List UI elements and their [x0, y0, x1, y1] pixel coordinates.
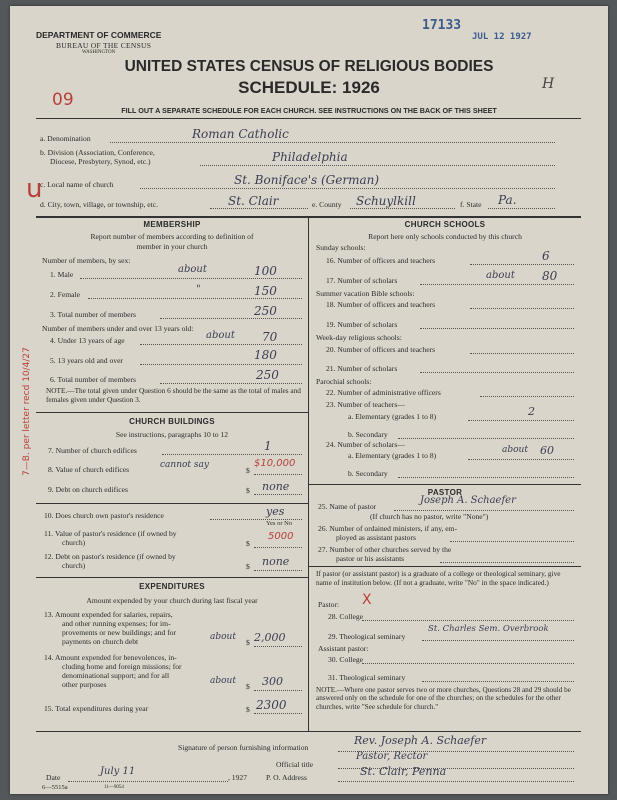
q23b-line	[398, 438, 574, 439]
margin-mark: u	[26, 174, 43, 204]
q3-line	[160, 318, 302, 319]
q14-line-4: other purposes	[62, 680, 107, 689]
q11-label: 11. Value of pastor's residence (if owned by	[44, 529, 177, 538]
form-number: 6—5515a	[42, 784, 68, 791]
q18-label: 18. Number of officers and teachers	[326, 300, 436, 309]
q26-label: 26. Number of ordained ministers, if any, em-	[318, 524, 458, 533]
corner-mark-right: H	[542, 76, 555, 92]
q12-label: 12. Debt on pastor's residence (if owned by	[44, 552, 176, 561]
q11-dollar: $	[246, 539, 250, 548]
q29-label: 29. Theological seminary	[328, 632, 406, 641]
membership-intro: Report number of members according to definition of	[90, 232, 254, 241]
q31-line	[422, 681, 574, 682]
q6-total-label: 6. Total number of members	[50, 375, 137, 384]
schools-heading: CHURCH SCHOOLS	[404, 220, 486, 229]
q28-line	[362, 620, 574, 621]
q17-label: 17. Number of scholars	[326, 276, 398, 285]
official-title-value: Pastor, Rector	[356, 751, 428, 762]
local-name-label: c. Local name of church	[40, 180, 114, 189]
q29-line	[422, 640, 574, 641]
q14-dollar: $	[246, 682, 250, 691]
membership-heading: MEMBERSHIP	[143, 220, 201, 229]
date-label: Date	[46, 773, 61, 782]
q28-label: 28. College	[328, 612, 364, 621]
county-label: e. County	[312, 200, 342, 209]
q2-note: "	[196, 284, 201, 295]
q8-label: 8. Value of church edifices	[48, 465, 130, 474]
q4-note: about	[206, 330, 235, 341]
q6-line	[160, 383, 302, 384]
date-value: July 11	[100, 766, 136, 777]
buildings-rule	[36, 412, 308, 413]
q3-value: 250	[254, 304, 277, 318]
corner-mark-left: 09	[52, 90, 74, 110]
county-line	[350, 208, 455, 209]
q13-value-line	[254, 646, 302, 647]
q6-value: 250	[256, 368, 279, 382]
q24a-note: about	[502, 445, 528, 455]
q18-line	[470, 308, 574, 309]
form-instruction: FILL OUT A SEPARATE SCHEDULE FOR EACH CHURCH. SEE INSTRUCTIONS ON THE BACK OF THIS SHEET	[121, 106, 497, 115]
denomination-label: a. Denomination	[40, 134, 91, 143]
q23a-line	[468, 420, 574, 421]
buildings-intro: See instructions, paragraphs 10 to 12	[115, 430, 229, 439]
official-title-label: Official title	[276, 760, 314, 769]
q9-line	[254, 494, 302, 495]
bureau-city: WASHINGTON	[82, 50, 116, 55]
signature-label: Signature of person furnishing information	[178, 743, 309, 752]
local-name-value: St. Boniface's (German)	[234, 173, 380, 187]
q10-hint: Yes or No	[266, 520, 293, 527]
q14-line-2: cluding home and foreign missions; for	[62, 662, 182, 671]
body-bottom-rule	[36, 731, 581, 732]
q15-value: 2300	[256, 698, 287, 712]
division-value: Philadelphia	[272, 150, 348, 164]
q20-line	[470, 353, 574, 354]
q24a-line	[468, 459, 574, 460]
buildings-mid-rule	[36, 503, 308, 504]
q25-hint: (If church has no pastor, write "None")	[370, 512, 489, 521]
q2-line	[88, 298, 302, 299]
q1-male-label: 1. Male	[50, 270, 74, 279]
county-value: Schuylkill	[356, 194, 416, 208]
denomination-value: Roman Catholic	[192, 127, 289, 141]
q29-value: St. Charles Sem. Overbrook	[428, 624, 549, 634]
q30-line	[362, 663, 574, 664]
q17-line	[420, 284, 574, 285]
q26-label-2: ployed as assistant pastors	[336, 533, 416, 542]
sunday-schools-label: Sunday schools:	[316, 243, 366, 252]
buildings-heading: CHURCH BUILDINGS	[129, 417, 215, 426]
q24b-label: b. Secondary	[348, 469, 388, 478]
q19-line	[420, 328, 574, 329]
q15-value-line	[254, 713, 302, 714]
local-name-line	[140, 188, 555, 189]
q26-line	[450, 541, 574, 542]
q13-dollar: $	[246, 638, 250, 647]
q27-label-2: pastor or his assistants	[336, 554, 405, 563]
q30-label: 30. College	[328, 655, 364, 664]
q22-line	[480, 396, 574, 397]
q14-line-3: denominational support; and for all	[62, 671, 170, 680]
q12-value: none	[262, 555, 290, 568]
q14-line-1: 14. Amount expended for benevolences, in-	[44, 653, 177, 662]
members-by-sex-label: Number of members, by sex:	[42, 256, 131, 265]
q11-label-2: church)	[62, 538, 86, 547]
q14-value-line	[254, 690, 302, 691]
division-label: b. Division (Association, Conference,	[40, 148, 155, 157]
header-rule	[36, 118, 581, 119]
form-title: UNITED STATES CENSUS OF RELIGIOUS BODIES	[124, 58, 494, 75]
q8-line	[254, 474, 302, 475]
column-divider	[308, 216, 309, 731]
q27-line	[440, 562, 574, 563]
q14-value: 300	[262, 675, 283, 688]
q24b-line	[398, 477, 574, 478]
q5-13over-label: 5. 13 years old and over	[50, 356, 123, 365]
q16-label: 16. Number of officers and teachers	[326, 256, 436, 265]
signature-value: Rev. Joseph A. Schaefer	[354, 734, 487, 747]
q11-line	[254, 547, 302, 548]
q10-value: yes	[266, 505, 285, 518]
receipt-stamp-date: JUL 12 1927	[472, 32, 532, 42]
q25-value: Joseph A. Schaefer	[420, 495, 516, 506]
q3-total-label: 3. Total number of members	[50, 310, 137, 319]
q14-note: about	[210, 676, 236, 686]
weekday-schools-label: Week-day religious schools:	[316, 333, 402, 342]
q15-label: 15. Total expenditures during year	[44, 704, 149, 713]
q4-value: 70	[262, 330, 278, 344]
q31-label: 31. Theological seminary	[328, 673, 406, 682]
q24a-value: 60	[540, 444, 554, 457]
date-year: , 1927	[228, 773, 247, 782]
q17-value: 80	[542, 269, 558, 283]
q27-label: 27. Number of other churches served by the	[318, 545, 452, 554]
q7-value: 1	[264, 439, 272, 453]
pastor-heading: PASTOR	[427, 488, 463, 497]
expenditures-heading: EXPENDITURES	[139, 582, 205, 591]
q9-label: 9. Debt on church edifices	[48, 485, 128, 494]
q7-line	[162, 454, 302, 455]
expenditures-rule	[36, 577, 308, 578]
q13-line-1: 13. Amount expended for salaries, repairs,	[44, 610, 173, 619]
q21-line	[420, 372, 574, 373]
college-intro: If pastor (or assistant pastor) is a graduate of a college or theological seminary, give name of institution below. (If not a graduate, write "No" in the space indicated.)	[316, 569, 561, 587]
q12-line	[254, 570, 302, 571]
q21-label: 21. Number of scholars	[326, 364, 398, 373]
schools-intro: Report here only schools conducted by this church	[368, 232, 522, 241]
vacation-schools-label: Summer vacation Bible schools:	[316, 289, 415, 298]
q12-label-2: church)	[62, 561, 86, 570]
q20-label: 20. Number of officers and teachers	[326, 345, 436, 354]
census-schedule-sheet	[10, 6, 608, 794]
denomination-line	[110, 142, 555, 143]
department-name: DEPARTMENT OF COMMERCE	[36, 30, 162, 40]
q25-label: 25. Name of pastor	[318, 502, 377, 511]
q9-dollar: $	[246, 486, 250, 495]
schedule-title: SCHEDULE: 1926	[238, 78, 380, 97]
q13-value: 2,000	[254, 631, 286, 644]
q23b-label: b. Secondary	[348, 430, 388, 439]
division-line	[200, 165, 555, 166]
q17-note: about	[486, 270, 515, 281]
q2-value: 150	[254, 284, 277, 298]
city-label: d. City, town, village, or township, etc.	[40, 200, 159, 209]
q1-note: about	[178, 264, 207, 275]
q13-line-4: payments on church debt	[62, 637, 139, 646]
q4-line	[140, 344, 302, 345]
membership-note: NOTE.—The total given under Question 6 should be the same as the total of males and females given under Question 3.	[46, 386, 301, 404]
q5-value: 180	[254, 348, 277, 362]
print-number: 11—9054	[104, 785, 124, 790]
q19-label: 19. Number of scholars	[326, 320, 398, 329]
pastor-note: NOTE.—Where one pastor serves two or more churches, Questions 28 and 29 should be answered only on the schedule for one of the churches; on the schedules for the other churches, write "See schedule for church."	[316, 686, 571, 711]
q4-under13-label: 4. Under 13 years of age	[50, 336, 125, 345]
address-value: St. Clair, Penna	[360, 765, 447, 778]
date-line	[68, 781, 228, 782]
state-label: f. State	[460, 200, 482, 209]
q8-note: cannot say	[160, 460, 209, 470]
address-line	[338, 781, 574, 782]
address-label: P. O. Address	[266, 773, 307, 782]
q25-line	[394, 510, 574, 511]
q7-label: 7. Number of church edifices	[48, 446, 137, 455]
q24-label: 24. Number of scholars—	[326, 440, 405, 449]
q10-label: 10. Does church own pastor's residence	[44, 511, 164, 520]
q8-value: $10,000	[254, 458, 296, 469]
q13-line-3: provements or new buildings; and for	[62, 628, 177, 637]
q2-female-label: 2. Female	[50, 290, 80, 299]
state-value: Pa.	[498, 193, 517, 207]
parochial-schools-label: Parochial schools:	[316, 377, 372, 386]
assistant-sub-label: Assistant pastor:	[318, 644, 369, 653]
division-label-2: Diocese, Presbytery, Synod, etc.)	[50, 157, 151, 166]
q9-value: none	[262, 480, 290, 493]
college-rule	[309, 566, 581, 567]
q22-label: 22. Number of administrative officers	[326, 388, 441, 397]
q16-line	[470, 264, 574, 265]
city-line	[210, 208, 308, 209]
q23-label: 23. Number of teachers—	[326, 400, 405, 409]
q23a-label: a. Elementary (grades 1 to 8)	[348, 412, 437, 421]
q5-line	[140, 364, 302, 365]
pastor-sub-label: Pastor:	[318, 600, 340, 609]
q23a-value: 2	[528, 405, 535, 418]
q16-value: 6	[542, 249, 550, 263]
membership-intro-2: member in your church	[136, 242, 208, 251]
q12-dollar: $	[246, 562, 250, 571]
state-line	[488, 208, 555, 209]
bureau-name: BUREAU OF THE CENSUS	[56, 41, 152, 50]
expenditures-intro: Amount expended by your church during last fiscal year	[86, 596, 258, 605]
pastor-mark: X	[362, 592, 372, 608]
q13-note: about	[210, 632, 236, 642]
pastor-rule	[309, 484, 581, 485]
receipt-stamp-number: 17133	[422, 18, 462, 33]
side-annotation: 7—B. per letter recd 10/4/27	[22, 347, 32, 476]
q13-line-2: and other running expenses; for im-	[62, 619, 171, 628]
age-intro-label: Number of members under and over 13 years old:	[42, 324, 194, 333]
q24a-label: a. Elementary (grades 1 to 8)	[348, 451, 437, 460]
q1-value: 100	[254, 264, 277, 278]
city-value: St. Clair	[228, 194, 279, 208]
q8-dollar: $	[246, 466, 250, 475]
q15-dollar: $	[246, 705, 250, 714]
q11-value: 5000	[268, 531, 294, 542]
q1-line	[80, 278, 302, 279]
